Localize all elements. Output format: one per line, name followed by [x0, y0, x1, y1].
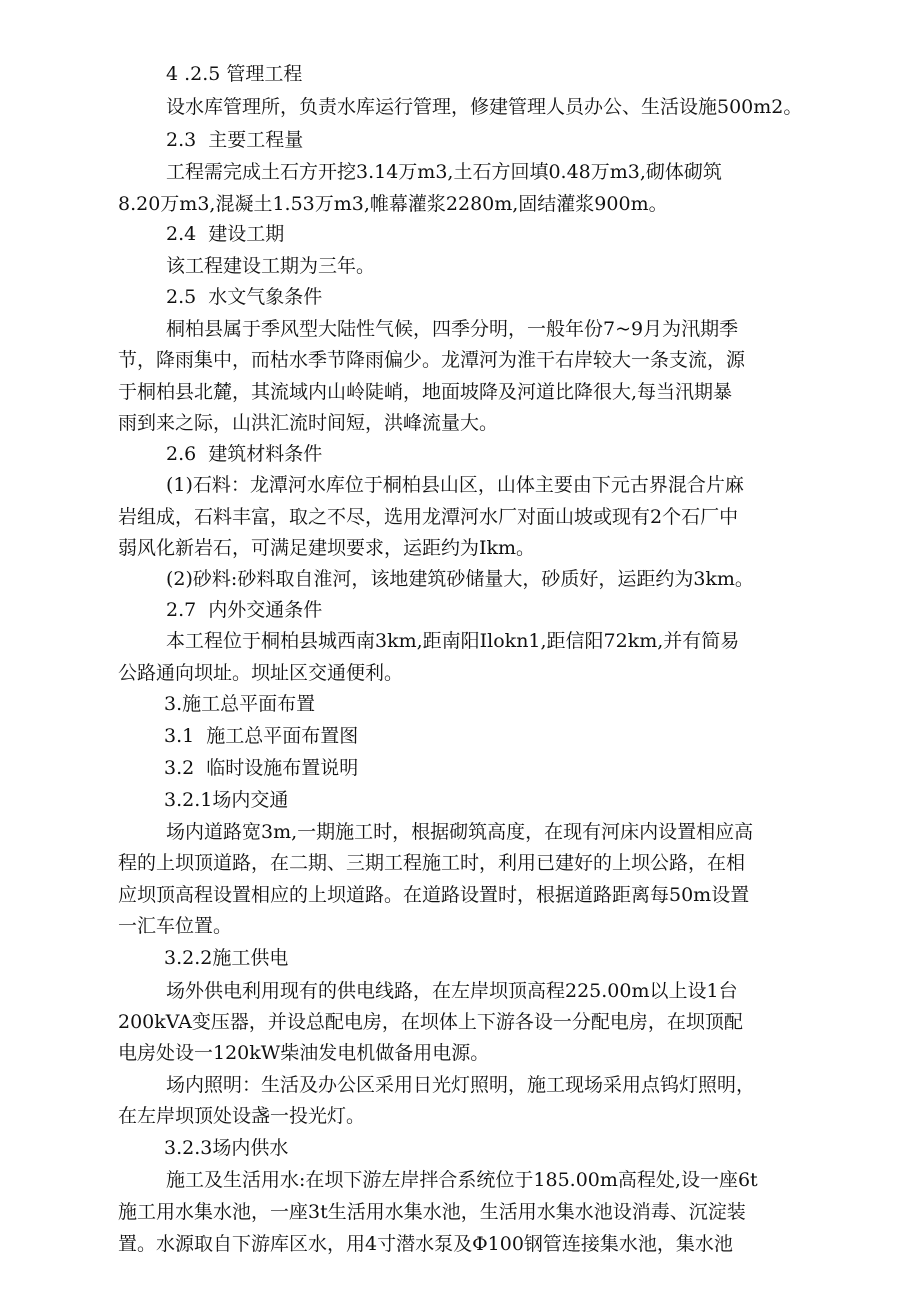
paragraph-line: 施工用水集水池，一座3t生活用水集水池，生活用水集水池设消毒、沉淀装	[118, 1201, 746, 1223]
paragraph-line: 场外供电利用现有的供电线路，在左岸坝顶高程225.00m以上设1台	[166, 980, 738, 1002]
paragraph-line: 该工程建设工期为三年。	[166, 255, 376, 277]
heading-3-2: 3.2 临时设施布置说明	[164, 757, 359, 779]
heading-3-1: 3.1 施工总平面布置图	[164, 725, 359, 747]
paragraph-line: 程的上坝顶道路，在二期、三期工程施工时，利用已建好的上坝公路，在相	[118, 852, 746, 874]
heading-2-3: 2.3 主要工程量	[166, 129, 304, 151]
paragraph-line: 本工程位于桐柏县城西南3km,距南阳Ilokn1,距信阳72km,并有简易	[166, 630, 740, 652]
paragraph-line: 桐柏县属于季风型大陆性气候，四季分明，一般年份7~9月为汛期季	[166, 318, 739, 340]
paragraph-line: 节，降雨集中，而枯水季节降雨偏少。龙潭河为淮干右岸较大一条支流，源	[118, 349, 746, 371]
paragraph-line: 岩组成，石料丰富，取之不尽，选用龙潭河水厂对面山坡或现有2个石厂中	[118, 506, 739, 528]
heading-3-2-2: 3.2.2施工供电	[164, 947, 289, 969]
paragraph-line: 弱风化新岩石，可满足建坝要求，运距约为Ikm。	[118, 537, 536, 559]
paragraph-line: 公路通向坝址。坝址区交通便利。	[118, 662, 404, 684]
heading-2-6: 2.6 建筑材料条件	[166, 443, 323, 465]
heading-2-5: 2.5 水文气象条件	[166, 286, 323, 308]
paragraph-line: (1)石料：龙潭河水库位于桐柏县山区，山体主要由下元古界混合片麻	[166, 474, 744, 496]
paragraph-line: 施工及生活用水:在坝下游左岸拌合系统位于185.00m高程处,设一座6t	[166, 1169, 758, 1191]
paragraph-line: 设水库管理所，负责水库运行管理，修建管理人员办公、生活设施500m2。	[166, 96, 803, 118]
heading-3-2-3: 3.2.3场内供水	[164, 1137, 289, 1159]
paragraph-line: 雨到来之际，山洪汇流时间短，洪峰流量大。	[118, 412, 499, 434]
paragraph-line: 场内道路宽3m,一期施工时，根据砌筑高度，在现有河床内设置相应高	[166, 821, 754, 843]
paragraph-line: 电房处设一120kW柴油发电机做备用电源。	[118, 1042, 490, 1064]
paragraph-line: 200kVA变压器，并设总配电房，在坝体上下游各设一分配电房，在坝顶配	[118, 1011, 743, 1033]
heading-3: 3.施工总平面布置	[164, 693, 316, 715]
paragraph-line: 应坝顶高程设置相应的上坝道路。在道路设置时，根据道路距离每50m设置	[118, 884, 750, 906]
paragraph-line: 场内照明：生活及办公区采用日光灯照明，施工现场采用点钨灯照明，	[166, 1074, 756, 1096]
paragraph-line: 置。水源取自下游库区水，用4寸潜水泵及Φ100钢管连接集水池，集水池	[118, 1233, 733, 1255]
paragraph-line: 在左岸坝顶处设盏一投光灯。	[118, 1105, 366, 1127]
heading-3-2-1: 3.2.1场内交通	[164, 789, 289, 811]
paragraph-line: 工程需完成土石方开挖3.14万m3,土石方回填0.48万m3,砌体砌筑	[166, 161, 722, 183]
heading-4-2-5: 4 .2.5 管理工程	[166, 63, 303, 85]
heading-2-4: 2.4 建设工期	[166, 223, 285, 245]
paragraph-line: 一汇车位置。	[118, 915, 233, 937]
paragraph-line: (2)砂料:砂料取自淮河，该地建筑砂储量大，砂质好，运距约为3km。	[166, 568, 754, 590]
heading-2-7: 2.7 内外交通条件	[166, 599, 323, 621]
paragraph-line: 于桐柏县北麓，其流域内山岭陡峭，地面坡降及河道比降很大,每当汛期暴	[118, 381, 733, 403]
paragraph-line: 8.20万m3,混凝土1.53万m3,帷幕灌浆2280m,固结灌浆900m。	[118, 193, 668, 215]
